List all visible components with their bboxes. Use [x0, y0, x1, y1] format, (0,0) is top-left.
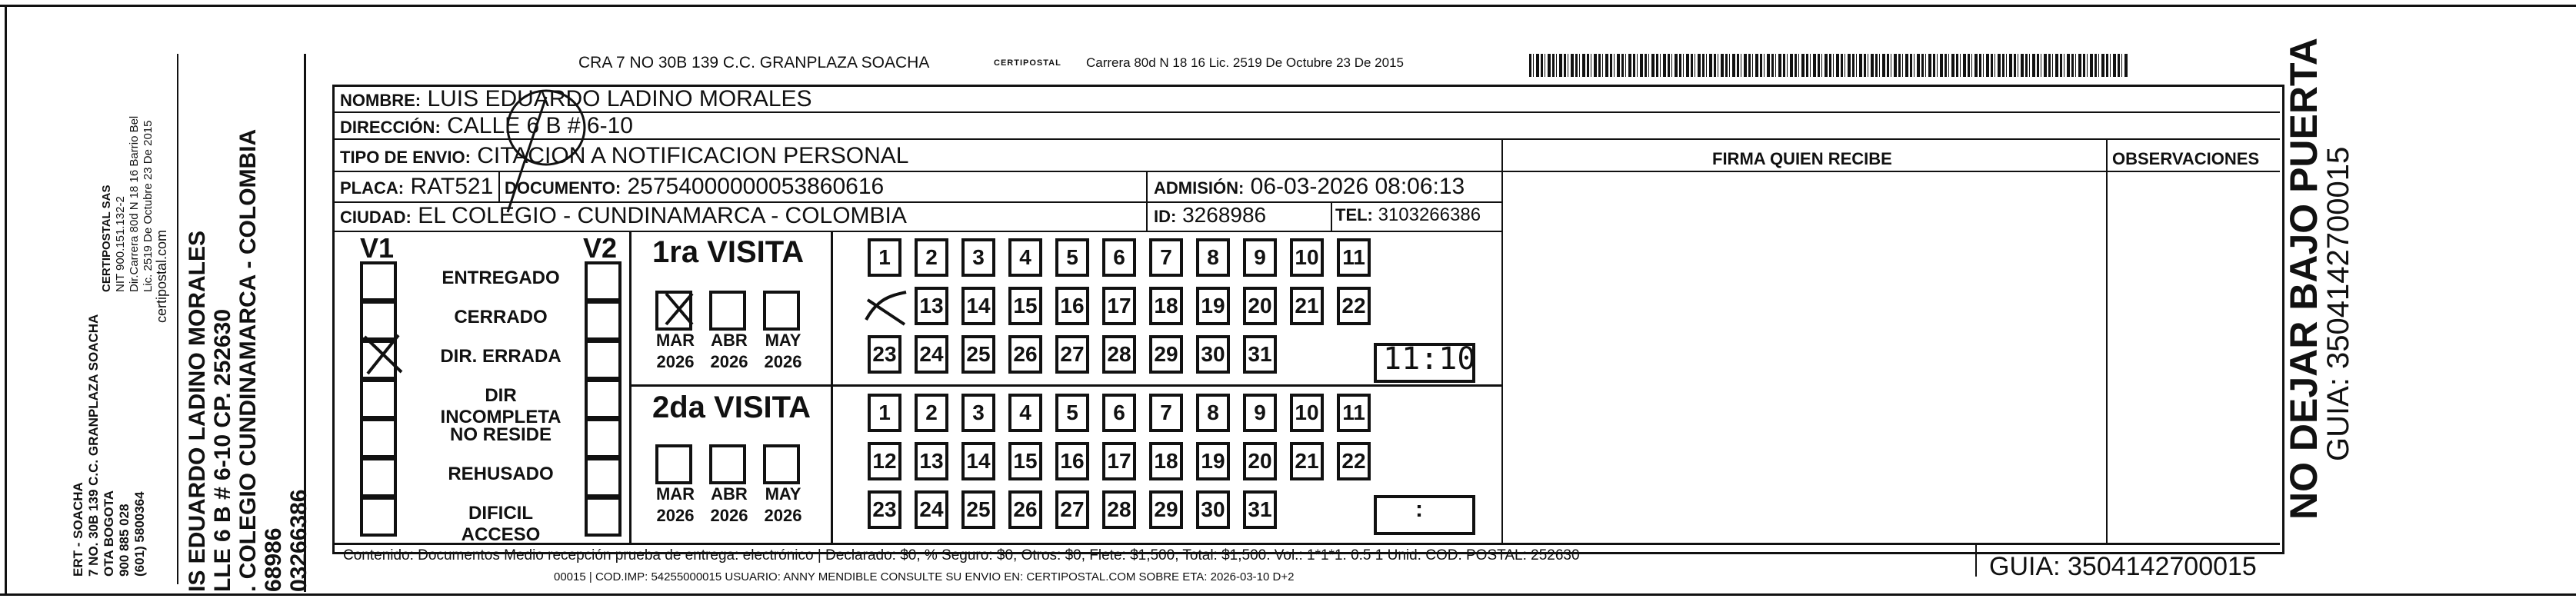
nombre-label: NOMBRE: — [340, 91, 422, 110]
v2-label: V2 — [583, 232, 618, 264]
footer-guia: GUIA: 3504142700015 — [1989, 552, 2257, 581]
month-year: 2026 — [710, 352, 748, 371]
ciudad-row — [340, 203, 907, 229]
day-box[interactable]: 22 — [1337, 287, 1371, 325]
col-line — [629, 231, 632, 543]
tipo-value: CITACION A NOTIFICACION PERSONAL — [477, 143, 909, 168]
day-box[interactable]: 2 — [915, 238, 948, 277]
second-visit-title: 2da VISITA — [652, 391, 811, 424]
stub-company-line: NIT 900.151.132-2 — [114, 196, 127, 292]
stub-sender-line: 7 NO. 30B 139 C.C. GRANPLAZA SOACHA — [86, 314, 101, 577]
day-box[interactable]: 9 — [1243, 394, 1277, 432]
day-box[interactable]: 4 — [1008, 394, 1042, 432]
day-box[interactable]: 13 — [915, 287, 948, 325]
reason-label: REHUSADO — [448, 464, 554, 484]
row-line — [629, 384, 1501, 387]
day-box[interactable]: 25 — [961, 335, 995, 374]
day-box[interactable]: 3 — [961, 394, 995, 432]
reason-label: DIR INCOMPLETA — [440, 385, 562, 427]
reason-v2-checkbox[interactable] — [585, 379, 622, 419]
month-year: 2026 — [764, 352, 802, 371]
col-line — [1331, 201, 1332, 231]
day-box[interactable]: 8 — [1196, 238, 1230, 277]
day-box[interactable]: 21 — [1290, 287, 1324, 325]
day-box[interactable]: 15 — [1008, 287, 1042, 325]
stub-company-line: Dir.Carrera 80d N 18 16 Barrio Bel — [128, 115, 141, 292]
day-box[interactable]: 19 — [1196, 442, 1230, 480]
month-label: MAY — [765, 331, 801, 350]
day-box[interactable]: 13 — [915, 442, 948, 480]
day-box[interactable]: 8 — [1196, 394, 1230, 432]
month-checkbox[interactable] — [709, 291, 746, 331]
reason-v1-checkbox[interactable] — [360, 379, 397, 419]
tel-label: TEL: — [1335, 205, 1373, 224]
day-box[interactable]: 7 — [1149, 394, 1183, 432]
license-text: Carrera 80d N 18 16 Lic. 2519 De Octubre 23 De 2015 — [1086, 55, 1404, 70]
day-mark — [863, 289, 909, 329]
reason-v2-checkbox[interactable] — [585, 497, 622, 537]
day-box[interactable]: 1 — [868, 238, 901, 277]
stub-recipient-line: . COLEGIO CUNDINAMARCA - COLOMBIA — [235, 128, 261, 592]
day-box[interactable]: 17 — [1102, 442, 1136, 480]
office-address: CRA 7 NO 30B 139 C.C. GRANPLAZA SOACHA — [578, 54, 930, 71]
day-box[interactable]: 23 — [868, 335, 901, 374]
month-checkbox[interactable] — [655, 444, 692, 484]
direccion-value: CALLE 6 B # 6-10 — [447, 113, 633, 138]
day-box[interactable]: 28 — [1102, 335, 1136, 374]
stub-sender-line: ERT - SOACHA — [71, 482, 85, 577]
row-line — [334, 231, 1501, 232]
contenido-text: Contenido: Documentos Medio recepción prueba de entrega: electrónico | Declarado: $0, % Seguro: $0, Otros: $0, Flete: $1,500, Total: $1,500. Vol.: 1*1*1. 0.5 1 Unid. COD. POSTAL: 252630 — [343, 547, 1580, 563]
id-label: ID: — [1154, 207, 1177, 226]
firma-header: FIRMA QUIEN RECIBE — [1712, 149, 1892, 168]
month-checkbox[interactable] — [709, 444, 746, 484]
row-line — [334, 543, 2280, 545]
reason-label: ENTREGADO — [442, 268, 560, 288]
tel-row — [1335, 204, 1481, 226]
id-value: 3268986 — [1182, 203, 1267, 227]
v1-label: V1 — [360, 232, 395, 264]
day-box[interactable]: 22 — [1337, 442, 1371, 480]
day-box[interactable]: 20 — [1243, 442, 1277, 480]
day-box[interactable]: 31 — [1243, 335, 1277, 374]
stub-company-line: Lic. 2519 De Octubre 23 De 2015 — [142, 120, 155, 292]
day-box[interactable]: 21 — [1290, 442, 1324, 480]
day-box[interactable]: 24 — [915, 490, 948, 529]
month-checkbox[interactable] — [763, 291, 800, 331]
month-label: ABR — [711, 331, 748, 350]
nombre-value: LUIS EDUARDO LADINO MORALES — [427, 86, 812, 111]
day-box[interactable]: 5 — [1055, 238, 1089, 277]
stub-recipient-line: 03266386 — [286, 489, 312, 592]
day-box[interactable]: 16 — [1055, 442, 1089, 480]
day-box[interactable]: 30 — [1196, 490, 1230, 529]
day-box[interactable]: 15 — [1008, 442, 1042, 480]
reason-v2-checkbox[interactable] — [585, 261, 622, 301]
day-box[interactable]: 2 — [915, 394, 948, 432]
month-label: MAR — [655, 331, 695, 350]
time-box-second[interactable] — [1374, 495, 1475, 535]
month-label: MAY — [765, 484, 801, 504]
time-first: 11:10 — [1383, 341, 1476, 377]
day-box[interactable]: 16 — [1055, 287, 1089, 325]
day-box[interactable]: 12 — [868, 442, 901, 480]
placa-row — [340, 174, 493, 200]
tipo-label: TIPO DE ENVIO: — [340, 148, 471, 167]
month-year: 2026 — [710, 506, 748, 525]
barcode — [1529, 54, 2129, 77]
day-box[interactable]: 17 — [1102, 287, 1136, 325]
reason-v2-checkbox[interactable] — [585, 457, 622, 497]
day-box[interactable]: 30 — [1196, 335, 1230, 374]
day-box[interactable]: 11 — [1337, 238, 1371, 277]
side-guia: GUIA: 3504142700015 — [2321, 146, 2355, 461]
checkmark-icon — [360, 331, 406, 377]
stub-divider-1 — [177, 54, 178, 584]
reason-label: CERRADO — [454, 307, 548, 327]
day-box[interactable]: 26 — [1008, 490, 1042, 529]
day-box[interactable]: 11 — [1337, 394, 1371, 432]
month-checkbox[interactable] — [763, 444, 800, 484]
reason-label: DIR. ERRADA — [440, 346, 562, 367]
do-not-leave-notice: NO DEJAR BAJO PUERTA — [2282, 38, 2325, 520]
day-box[interactable]: 24 — [915, 335, 948, 374]
day-box[interactable]: 18 — [1149, 287, 1183, 325]
reason-v1-checkbox[interactable] — [360, 261, 397, 301]
stub-recipient-line: 68986 — [261, 527, 286, 592]
day-box[interactable]: 26 — [1008, 335, 1042, 374]
day-box[interactable]: 28 — [1102, 490, 1136, 529]
documento-value: 25754000000053860616 — [627, 174, 885, 199]
day-box[interactable]: 1 — [868, 394, 901, 432]
ciudad-label: CIUDAD: — [340, 208, 412, 227]
day-box[interactable]: 18 — [1149, 442, 1183, 480]
day-box[interactable]: 14 — [961, 442, 995, 480]
bottom-border — [0, 593, 2576, 596]
usuario-text: 00015 | COD.IMP: 54255000015 USUARIO: ANNY MENDIBLE CONSULTE SU ENVIO EN: CERTIPOSTAL.COM SOBRE ETA: 2026-03-10 D+2 — [554, 570, 1295, 583]
first-visit-title: 1ra VISITA — [652, 235, 805, 269]
stub-recipient-line: LLE 6 B # 6-10 CP. 252630 — [210, 309, 235, 592]
day-box[interactable]: 27 — [1055, 490, 1089, 529]
tel-value: 3103266386 — [1378, 204, 1481, 225]
admision-row — [1154, 174, 1465, 200]
day-box[interactable]: 3 — [961, 238, 995, 277]
reason-label: DIFICIL ACCESO — [461, 503, 541, 545]
day-box[interactable]: 10 — [1290, 238, 1324, 277]
left-border — [5, 5, 7, 596]
day-box[interactable]: 19 — [1196, 287, 1230, 325]
stub-web: certipostal.com — [154, 229, 169, 323]
day-box[interactable]: 29 — [1149, 490, 1183, 529]
tipo-row — [340, 143, 908, 169]
day-box[interactable]: 29 — [1149, 335, 1183, 374]
stub-sender-line: OTA BOGOTA — [102, 490, 116, 577]
day-box[interactable]: 23 — [868, 490, 901, 529]
stub-company-block — [100, 116, 155, 292]
col-line — [831, 231, 833, 543]
observaciones-header: OBSERVACIONES — [2112, 149, 2260, 168]
checkmark-icon — [661, 289, 698, 327]
month-label: ABR — [711, 484, 748, 504]
col-line — [498, 172, 500, 201]
day-box[interactable]: 6 — [1102, 238, 1136, 277]
stub-recipient-line: IS EDUARDO LADINO MORALES — [185, 230, 210, 592]
month-year: 2026 — [656, 506, 695, 525]
month-label: MAR — [655, 484, 695, 504]
col-line — [1501, 140, 1503, 543]
id-row — [1154, 203, 1266, 228]
top-border — [0, 5, 2576, 7]
subheader-line — [1501, 171, 2278, 172]
reason-label: NO RESIDE — [449, 424, 552, 445]
reason-v1-checkbox[interactable] — [360, 418, 397, 458]
admision-value: 06-03-2026 08:06:13 — [1250, 174, 1465, 199]
reason-v1-checkbox[interactable] — [360, 457, 397, 497]
reason-v2-checkbox[interactable] — [585, 340, 622, 380]
day-box[interactable]: 27 — [1055, 335, 1089, 374]
day-box[interactable]: 31 — [1243, 490, 1277, 529]
stub-recipient-block — [185, 129, 312, 592]
day-box[interactable]: 10 — [1290, 394, 1324, 432]
direccion-label: DIRECCIÓN: — [340, 118, 441, 137]
day-box[interactable]: 20 — [1243, 287, 1277, 325]
day-box[interactable]: 14 — [961, 287, 995, 325]
col-line — [1975, 543, 1977, 577]
stub-sender-line: 900 885 028 — [117, 504, 132, 577]
reason-v2-checkbox[interactable] — [585, 418, 622, 458]
day-box[interactable]: 6 — [1102, 394, 1136, 432]
month-year: 2026 — [764, 506, 802, 525]
stub-sender-block — [71, 314, 148, 577]
documento-label: DOCUMENTO: — [505, 178, 622, 198]
col-line — [1146, 172, 1148, 231]
placa-label: PLACA: — [340, 178, 405, 198]
day-box[interactable]: 5 — [1055, 394, 1089, 432]
day-box[interactable]: 7 — [1149, 238, 1183, 277]
reason-v1-checkbox[interactable] — [360, 497, 397, 537]
admision-label: ADMISIÓN: — [1154, 178, 1245, 198]
day-box[interactable]: 25 — [961, 490, 995, 529]
month-year: 2026 — [656, 352, 695, 371]
placa-value: RAT521 — [410, 174, 494, 199]
documento-row — [505, 174, 884, 200]
ciudad-value: EL COLEGIO - CUNDINAMARCA - COLOMBIA — [418, 203, 907, 228]
stub-company-line: CERTIPOSTAL SAS — [100, 184, 113, 292]
col-line — [2106, 140, 2108, 543]
brand-logo: CERTIPOSTAL — [994, 58, 1061, 68]
day-box[interactable]: 4 — [1008, 238, 1042, 277]
day-box[interactable]: 9 — [1243, 238, 1277, 277]
reason-v2-checkbox[interactable] — [585, 301, 622, 341]
time-second: : — [1415, 497, 1423, 522]
stub-sender-line: (601) 5800364 — [132, 491, 147, 577]
